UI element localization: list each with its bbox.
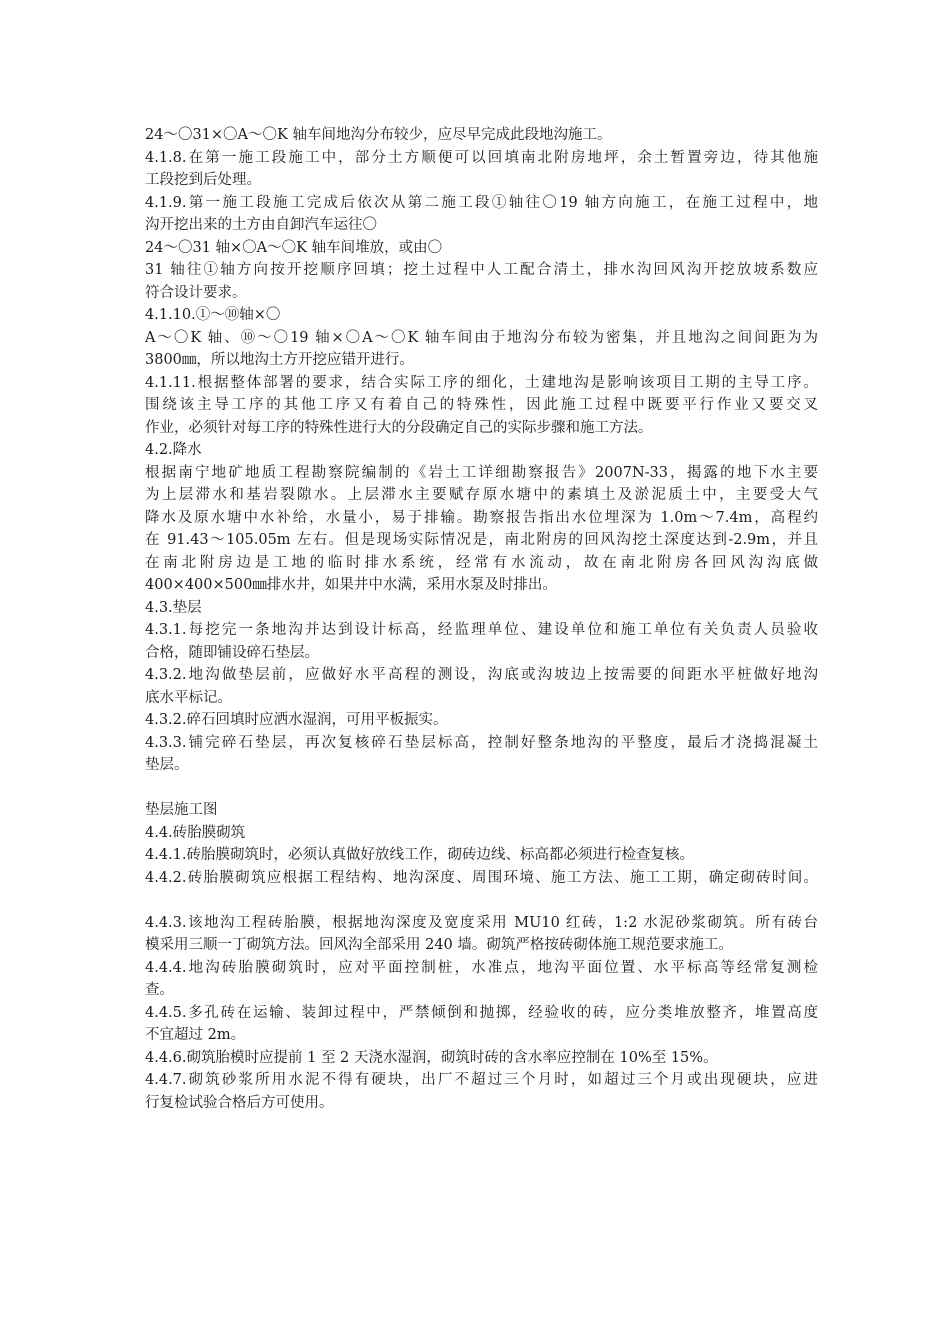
text-line: 31 轴往①轴方向按开挖顺序回填；挖土过程中人工配合清土，排水沟回风沟开挖放坡系数应 xyxy=(145,262,818,278)
text-line: 24～〇31×〇A～〇K 轴车间地沟分布较少，应尽早完成此段地沟施工。 xyxy=(145,127,612,143)
text-line: 符合设计要求。 xyxy=(145,284,247,301)
text-line: 4.4.砖胎膜砌筑 xyxy=(145,824,246,841)
text-line: 垫层施工图 xyxy=(145,802,218,818)
text-line: 围绕该主导工序的其他工序又有着自己的特殊性，因此施工过程中既要平行作业又要交叉 xyxy=(145,397,818,413)
text-line: 4.1.10.①～⑩轴×〇 xyxy=(145,307,281,323)
text-line: 4.3.2.碎石回填时应洒水湿润，可用平板振实。 xyxy=(145,712,448,728)
text-line: 沟开挖出来的土方由自卸汽车运往〇 xyxy=(145,217,377,233)
text-line: 4.4.5.多孔砖在运输、装卸过程中，严禁倾倒和抛掷，经验收的砖，应分类堆放整齐，堆置高度 xyxy=(145,1004,818,1021)
text-line: 模采用三顺一丁砌筑方法。回风沟全部采用 240 墙。砌筑严格按砖砌体施工规范要求施工。 xyxy=(145,937,733,953)
text-line: 在 91.43～105.05m 左右。但是现场实际情况是，南北附房的回风沟挖土深度达到-2.9m，并且 xyxy=(145,532,818,548)
text-line: 4.1.8.在第一施工段施工中，部分土方顺便可以回填南北附房地坪，余土暂置旁边，待其他施 xyxy=(145,149,818,166)
text-line: 4.4.1.砖胎膜砌筑时，必须认真做好放线工作，砌砖边线、标高都必须进行检查复核。 xyxy=(145,847,695,863)
text-line: 不宜超过 2m。 xyxy=(145,1027,246,1043)
text-line: 为上层滞水和基岩裂隙水。上层滞水主要赋存原水塘中的素填土及淤泥质土中，主要受大气 xyxy=(145,487,818,503)
text-line: 工段挖到后处理。 xyxy=(145,172,261,188)
text-line: 24～〇31 轴×〇A～〇K 轴车间堆放，或由〇 xyxy=(145,239,443,256)
text-line: 行复检试验合格后方可使用。 xyxy=(145,1094,334,1111)
text-line: 4.4.4.地沟砖胎膜砌筑时，应对平面控制桩，水准点，地沟平面位置、水平标高等经常复测检 xyxy=(145,959,818,976)
text-line: 在南北附房边是工地的临时排水系统，经常有水流动，故在南北附房各回风沟沟底做 xyxy=(145,554,818,571)
text-line: 合格，随即铺设碎石垫层。 xyxy=(145,644,319,661)
document-page xyxy=(145,124,818,1114)
text-line: 4.3.1.每挖完一条地沟并达到设计标高，经监理单位、建设单位和施工单位有关负责人员验收 xyxy=(145,622,818,638)
text-line: 4.2.降水 xyxy=(145,442,202,458)
text-line: 垫层。 xyxy=(145,757,189,773)
text-line: 4.1.9.第一施工段施工完成后依次从第二施工段①轴往〇19 轴方向施工，在施工过程中，地 xyxy=(145,194,818,211)
text-line: 4.4.7.砌筑砂浆所用水泥不得有硬块，出厂不超过三个月时，如超过三个月或出现硬块，应进 xyxy=(145,1072,818,1088)
text-line: A～〇K 轴、⑩～〇19 轴×〇A～〇K 轴车间由于地沟分布较为密集，并且地沟之间间距为为 xyxy=(145,329,818,346)
text-line: 4.1.11.根据整体部署的要求，结合实际工序的细化，土建地沟是影响该项目工期的主导工序。 xyxy=(145,374,818,391)
text-line: 4.3.3.铺完碎石垫层，再次复核碎石垫层标高，控制好整条地沟的平整度，最后才浇捣混凝土 xyxy=(145,734,818,751)
text-line: 4.3.2.地沟做垫层前，应做好水平高程的测设，沟底或沟坡边上按需要的间距水平桩做好地沟 xyxy=(145,667,818,683)
text-line: 4.4.2.砖胎膜砌筑应根据工程结构、地沟深度、周围环境、施工方法、施工工期，确定砌砖时间。 xyxy=(145,869,818,886)
text-line: 4.4.3.该地沟工程砖胎膜，根据地沟深度及宽度采用 MU10 红砖，1:2 水泥砂浆砌筑。所有砖台 xyxy=(145,914,818,931)
text-line: 4.4.6.砌筑胎模时应提前 1 至 2 天浇水湿润，砌筑时砖的含水率应控制在 10%至 15%。 xyxy=(145,1049,718,1066)
text-line: 底水平标记。 xyxy=(145,689,232,706)
text-line: 降水及原水塘中水补给，水量小，易于排输。勘察报告指出水位埋深为 1.0m～7.4m，高程约 xyxy=(145,509,818,526)
text-line: 查。 xyxy=(145,982,174,998)
blank-line xyxy=(145,889,818,912)
text-line: 400×400×500㎜排水井，如果井中水满，采用水泵及时排出。 xyxy=(145,577,557,593)
text-line: 3800㎜，所以地沟土方开挖应错开进行。 xyxy=(145,352,414,368)
blank-line xyxy=(145,777,818,800)
text-line: 4.3.垫层 xyxy=(145,599,202,616)
text-line: 作业，必须针对每工序的特殊性进行大的分段确定自己的实际步骤和施工方法。 xyxy=(145,419,653,436)
text-line: 根据南宁地矿地质工程勘察院编制的《岩土工详细勘察报告》2007N-33，揭露的地下水主要 xyxy=(145,464,818,481)
